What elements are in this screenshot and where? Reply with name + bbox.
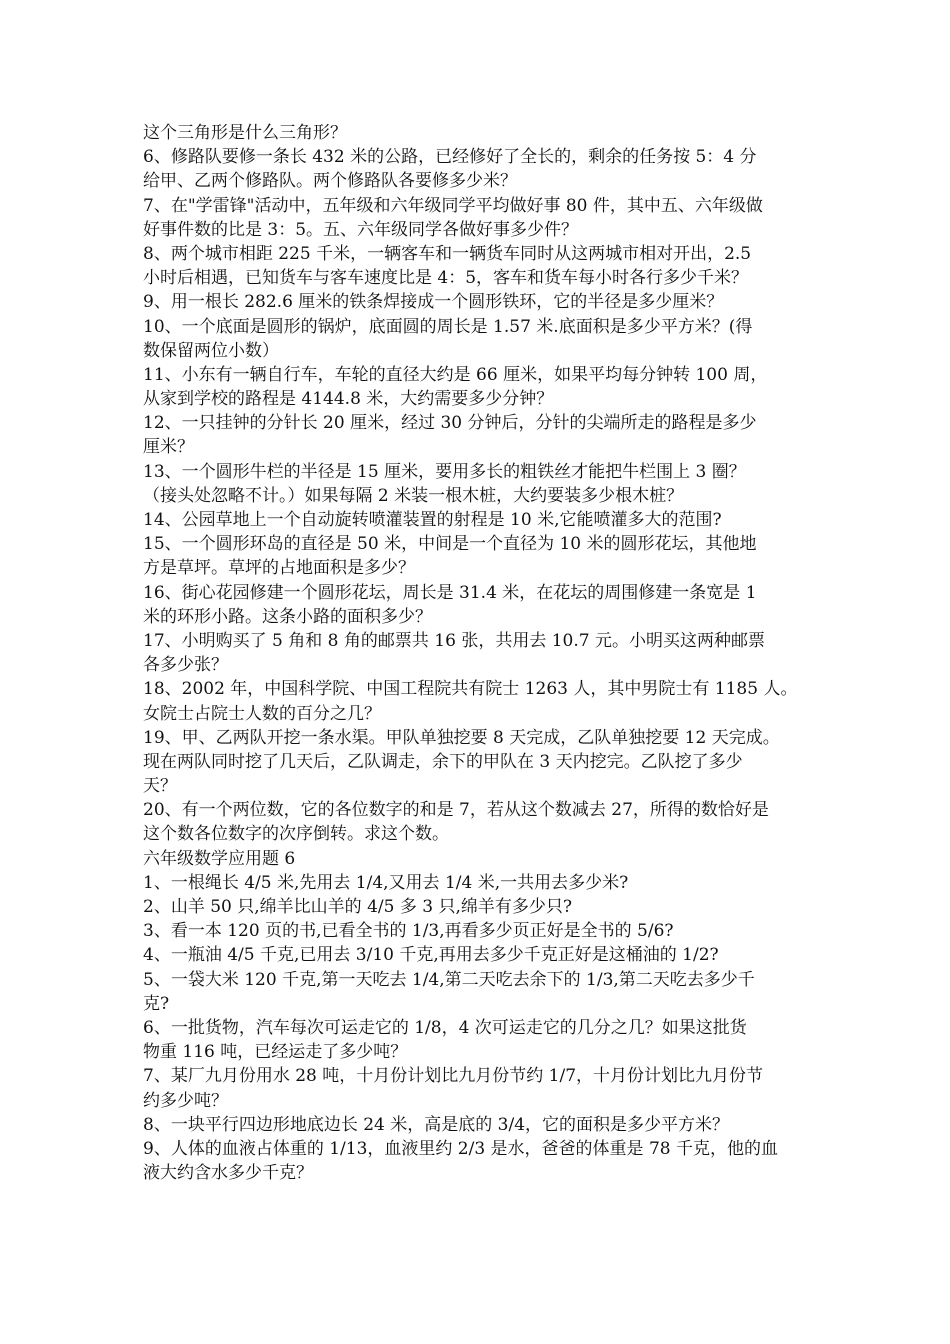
text-line: 17、小明购买了 5 角和 8 角的邮票共 16 张，共用去 10.7 元。小明买这两种邮票 xyxy=(143,630,765,651)
text-line: 8、两个城市相距 225 千米，一辆客车和一辆货车同时从这两城市相对开出，2.5 xyxy=(143,243,752,264)
text-line: 18、2002 年，中国科学院、中国工程院共有院士 1263 人，其中男院士有 1185 人。 xyxy=(143,679,798,700)
text-line: 16、街心花园修建一个圆形花坛，周长是 31.4 米，在花坛的周围修建一条宽是 1 xyxy=(143,582,757,603)
text-line: 10、一个底面是圆形的锅炉，底面圆的周长是 1.57 米.底面积是多少平方米？(得 xyxy=(143,316,753,337)
text-line: 各多少张？ xyxy=(143,655,228,676)
text-line: 物重 116 吨，已经运走了多少吨？ xyxy=(143,1042,408,1063)
text-line: 7、在"学雷锋"活动中，五年级和六年级同学平均做好事 80 件，其中五、六年级做 xyxy=(143,195,763,216)
text-line: 14、公园草地上一个自动旋转喷灌装置的射程是 10 米,它能喷灌多大的范围? xyxy=(143,510,722,530)
text-line: 15、一个圆形环岛的直径是 50 米，中间是一个直径为 10 米的圆形花坛，其他地 xyxy=(143,534,757,555)
text-line: 13、一个圆形牛栏的半径是 15 厘米，要用多长的粗铁丝才能把牛栏围上 3 圈？ xyxy=(143,461,746,482)
text-line: 克? xyxy=(143,993,170,1014)
text-line: 厘米？ xyxy=(143,437,194,458)
text-line: 7、某厂九月份用水 28 吨，十月份计划比九月份节约 1/7，十月份计划比九月份节 xyxy=(143,1066,764,1087)
section-heading: 六年级数学应用题 6 xyxy=(143,848,296,869)
text-line: 现在两队同时挖了几天后，乙队调走，余下的甲队在 3 天内挖完。乙队挖了多少 xyxy=(143,751,743,772)
text-line: 8、一块平行四边形地底边长 24 米，高是底的 3/4，它的面积是多少平方米？ xyxy=(143,1114,730,1135)
text-line: 约多少吨？ xyxy=(143,1090,228,1111)
text-line: 3、看一本 120 页的书,已看全书的 1/3,再看多少页正好是全书的 5/6? xyxy=(143,921,674,942)
text-line: 方是草坪。草坪的占地面积是多少？ xyxy=(143,558,415,579)
text-line: 9、用一根长 282.6 厘米的铁条焊接成一个圆形铁环，它的半径是多少厘米？ xyxy=(143,292,724,313)
document-body xyxy=(143,121,825,1185)
text-line: 1、一根绳长 4/5 米,先用去 1/4,又用去 1/4 米,一共用去多少米? xyxy=(143,872,629,893)
text-line: 这个数各位数字的次序倒转。求这个数。 xyxy=(143,824,449,845)
text-line: 给甲、乙两个修路队。两个修路队各要修多少米？ xyxy=(143,171,517,192)
text-line: 米的环形小路。这条小路的面积多少？ xyxy=(143,606,432,627)
text-line: 从家到学校的路程是 4144.8 米，大约需要多少分钟？ xyxy=(143,389,554,410)
text-line: 20、有一个两位数，它的各位数字的和是 7，若从这个数减去 27，所得的数恰好是 xyxy=(143,800,769,821)
text-line: 女院士占院士人数的百分之几？ xyxy=(143,703,381,724)
text-line: 液大约含水多少千克？ xyxy=(143,1163,313,1184)
text-line: 小时后相遇，已知货车与客车速度比是 4：5，客车和货车每小时各行多少千米？ xyxy=(143,268,749,289)
text-line: 12、一只挂钟的分针长 20 厘米，经过 30 分钟后，分针的尖端所走的路程是多少 xyxy=(143,413,757,434)
text-line: 这个三角形是什么三角形？ xyxy=(143,123,347,143)
text-line: 11、小东有一辆自行车，车轮的直径大约是 66 厘米，如果平均每分钟转 100 周， xyxy=(143,364,768,385)
text-line: 天？ xyxy=(143,776,177,797)
text-line: （接头处忽略不计。）如果每隔 2 米装一根木桩，大约要装多少根木桩？ xyxy=(143,485,684,506)
text-line: 好事件数的比是 3：5。五、六年级同学各做好事多少件？ xyxy=(143,219,579,240)
text-line: 9、人体的血液占体重的 1/13，血液里约 2/3 是水，爸爸的体重是 78 千克，他的血 xyxy=(143,1138,779,1159)
text-line: 5、一袋大米 120 千克,第一天吃去 1/4,第二天吃去余下的 1/3,第二天吃去多少千 xyxy=(143,969,755,990)
text-line: 6、修路队要修一条长 432 米的公路，已经修好了全长的，剩余的任务按 5：4 分 xyxy=(143,147,757,168)
text-line: 6、一批货物，汽车每次可运走它的 1/8，4 次可运走它的几分之几？如果这批货 xyxy=(143,1017,747,1038)
text-line: 2、山羊 50 只,绵羊比山羊的 4/5 多 3 只,绵羊有多少只? xyxy=(143,897,572,917)
text-line: 19、甲、乙两队开挖一条水渠。甲队单独挖要 8 天完成，乙队单独挖要 12 天完成。 xyxy=(143,727,780,748)
text-line: 4、一瓶油 4/5 千克,已用去 3/10 千克,再用去多少千克正好是这桶油的 1/2? xyxy=(143,945,719,966)
text-line: 数保留两位小数） xyxy=(143,340,279,361)
